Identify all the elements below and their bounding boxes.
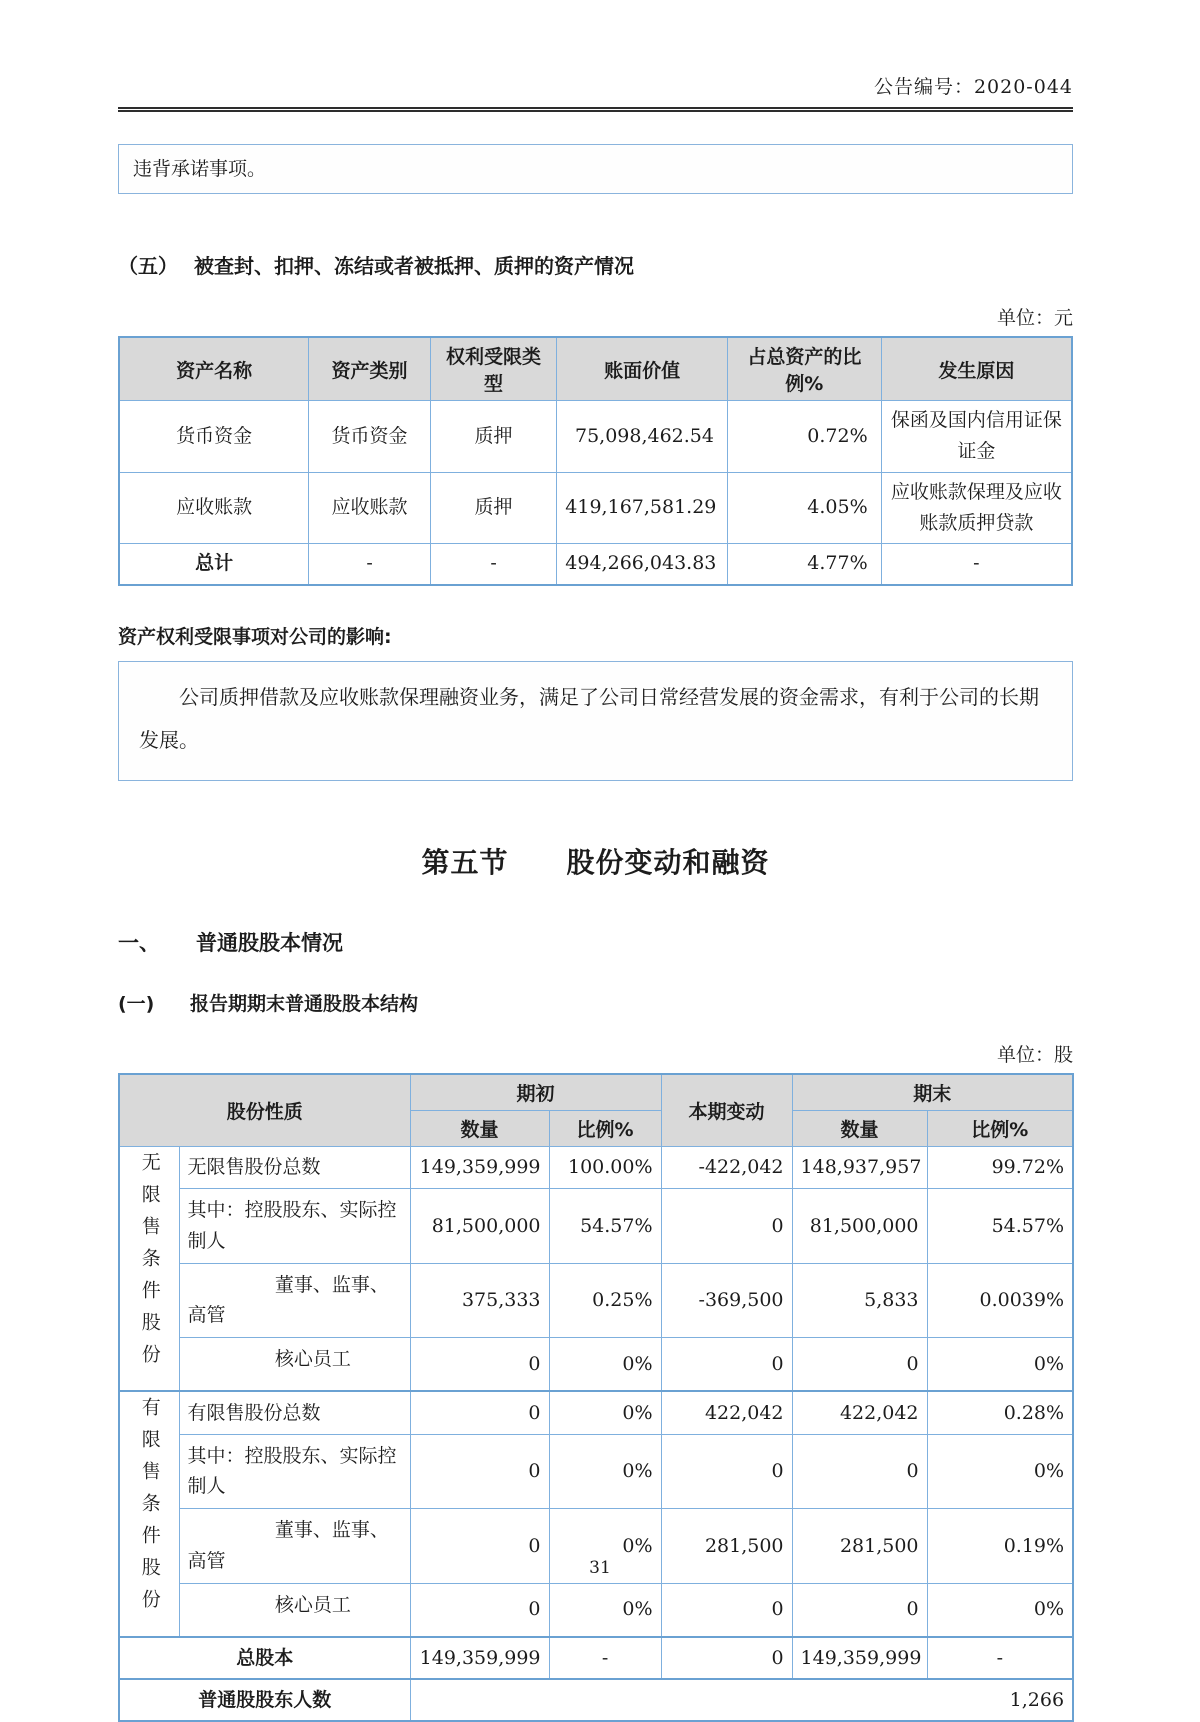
subsection1-title: 普通股股本情况: [196, 930, 343, 955]
col-beginning-pct: 比例%: [549, 1110, 661, 1146]
row-label: 有限售股份总数: [179, 1391, 410, 1434]
breach-statement-box: [118, 144, 1073, 194]
breach-statement-text: 违背承诺事项。: [133, 158, 267, 180]
col-reason: 发生原因: [881, 337, 1072, 401]
beginning-pct: 100.00%: [549, 1146, 661, 1188]
ending-pct: 0%: [927, 1338, 1073, 1391]
row-label: 无限售股份总数: [179, 1146, 410, 1188]
reason: 保函及国内信用证保证金: [881, 401, 1072, 473]
header-divider: [118, 107, 1073, 112]
right-type: 质押: [430, 472, 557, 544]
col-asset-category: 资产类别: [309, 337, 431, 401]
col-right-type: 权利受限类型: [430, 337, 557, 401]
group-label-unrestricted: 无限售条件股份: [119, 1146, 179, 1391]
ending-pct: 99.72%: [927, 1146, 1073, 1188]
period-change: 0: [661, 1338, 792, 1391]
asset-row-receivables: [119, 472, 1072, 544]
subsection1-1-heading: [118, 989, 1073, 1016]
ending-pct: 0.28%: [927, 1391, 1073, 1434]
asset-category: 货币资金: [309, 401, 431, 473]
subsection1-1-number: (一): [118, 992, 155, 1015]
beginning-qty: 0: [410, 1391, 549, 1434]
col-ending-qty: 数量: [792, 1110, 927, 1146]
ending-pct: -: [927, 1637, 1073, 1679]
col-ending-pct: 比例%: [927, 1110, 1073, 1146]
impact-statement-box: [118, 661, 1073, 781]
ending-pct: 54.57%: [927, 1189, 1073, 1264]
ending-qty: 5,833: [792, 1263, 927, 1338]
section5-heading: [118, 250, 1073, 279]
chapter-title: 第五节 股份变动和融资: [421, 845, 770, 879]
share-row-restricted-total: [119, 1391, 1073, 1434]
ending-qty: 0: [792, 1338, 927, 1391]
asset-total-row: [119, 544, 1072, 585]
share-row-restricted-core-staff: [119, 1583, 1073, 1636]
beginning-pct: 0.25%: [549, 1263, 661, 1338]
total-share-capital-label: 总股本: [119, 1637, 410, 1679]
shareholder-count-value: 1,266: [410, 1679, 1073, 1721]
beginning-pct: 0%: [549, 1583, 661, 1636]
period-change: 281,500: [661, 1509, 792, 1584]
period-change: -422,042: [661, 1146, 792, 1188]
ending-qty: 81,500,000: [792, 1189, 927, 1264]
book-value: 75,098,462.54: [557, 401, 728, 473]
asset-category: 应收账款: [309, 472, 431, 544]
row-label: 其中：控股股东、实际控制人: [179, 1434, 410, 1509]
col-ending: 期末: [792, 1074, 1073, 1111]
col-period-change: 本期变动: [661, 1074, 792, 1147]
share-total-row: [119, 1637, 1073, 1679]
pledged-assets-table: [118, 336, 1073, 586]
total-category: -: [309, 544, 431, 585]
total-right-type: -: [430, 544, 557, 585]
announcement-number: 公告编号：2020-044: [873, 76, 1073, 98]
shareholder-count-label: 普通股股东人数: [119, 1679, 410, 1721]
period-change: 422,042: [661, 1391, 792, 1434]
ending-qty: 281,500: [792, 1509, 927, 1584]
beginning-pct: 0%: [549, 1338, 661, 1391]
ending-qty: 0: [792, 1434, 927, 1509]
pct-of-assets: 4.05%: [728, 472, 882, 544]
page-number: 31: [589, 1558, 611, 1578]
col-beginning: 期初: [410, 1074, 661, 1111]
share-header-row1: [119, 1074, 1073, 1111]
impact-statement-text: 公司质押借款及应收账款保理融资业务，满足了公司日常经营发展的资金需求，有利于公司的长期发展。: [139, 684, 1039, 752]
col-beginning-qty: 数量: [410, 1110, 549, 1146]
beginning-pct: 0%: [549, 1434, 661, 1509]
beginning-qty: 0: [410, 1509, 549, 1584]
asset-table-header-row: [119, 337, 1072, 401]
subsection1-number: 一、: [118, 930, 160, 955]
book-value: 419,167,581.29: [557, 472, 728, 544]
beginning-pct: -: [549, 1637, 661, 1679]
beginning-qty: 0: [410, 1583, 549, 1636]
asset-name: 应收账款: [119, 472, 309, 544]
share-row-unrestricted-total: [119, 1146, 1073, 1188]
impact-heading: 资产权利受限事项对公司的影响:: [118, 625, 392, 648]
row-label: 核心员工: [179, 1583, 410, 1636]
subsection1-heading: [118, 927, 1073, 957]
unit-label-share: 单位：股: [996, 1043, 1073, 1066]
total-book-value: 494,266,043.83: [557, 544, 728, 585]
row-label: 董事、监事、高管: [179, 1509, 410, 1584]
row-label: 董事、监事、高管: [179, 1263, 410, 1338]
group-label-restricted: 有限售条件股份: [119, 1391, 179, 1636]
total-reason: -: [881, 544, 1072, 585]
pct-of-assets: 0.72%: [728, 401, 882, 473]
share-row-unrestricted-core-staff: [119, 1338, 1073, 1391]
share-row-unrestricted-controller: [119, 1189, 1073, 1264]
period-change: 0: [661, 1189, 792, 1264]
subsection1-1-title: 报告期期末普通股股本结构: [190, 992, 419, 1015]
ending-pct: 0.19%: [927, 1509, 1073, 1584]
ending-pct: 0.0039%: [927, 1263, 1073, 1338]
reason: 应收账款保理及应收账款质押贷款: [881, 472, 1072, 544]
unit-label-yuan: 单位：元: [996, 307, 1073, 329]
beginning-pct: 54.57%: [549, 1189, 661, 1264]
ending-qty: 422,042: [792, 1391, 927, 1434]
shareholder-count-row: [119, 1679, 1073, 1721]
ending-pct: 0%: [927, 1434, 1073, 1509]
beginning-pct: 0%: [549, 1509, 661, 1584]
share-row-restricted-controller: [119, 1434, 1073, 1509]
beginning-qty: 149,359,999: [410, 1146, 549, 1188]
beginning-qty: 149,359,999: [410, 1637, 549, 1679]
col-book-value: 账面价值: [557, 337, 728, 401]
beginning-qty: 0: [410, 1338, 549, 1391]
col-pct-of-assets: 占总资产的比例%: [728, 337, 882, 401]
col-share-nature: 股份性质: [119, 1074, 410, 1147]
total-label: 总计: [119, 544, 309, 585]
total-pct: 4.77%: [728, 544, 882, 585]
section5-number: （五）: [118, 254, 178, 278]
ending-qty: 149,359,999: [792, 1637, 927, 1679]
ending-qty: 0: [792, 1583, 927, 1636]
beginning-qty: 81,500,000: [410, 1189, 549, 1264]
row-label: 其中：控股股东、实际控制人: [179, 1189, 410, 1264]
beginning-qty: 375,333: [410, 1263, 549, 1338]
share-structure-table: [118, 1073, 1074, 1722]
beginning-qty: 0: [410, 1434, 549, 1509]
asset-name: 货币资金: [119, 401, 309, 473]
asset-row-monetary-funds: [119, 401, 1072, 473]
period-change: 0: [661, 1434, 792, 1509]
col-asset-name: 资产名称: [119, 337, 309, 401]
ending-pct: 0%: [927, 1583, 1073, 1636]
period-change: -369,500: [661, 1263, 792, 1338]
share-row-unrestricted-directors: [119, 1263, 1073, 1338]
period-change: 0: [661, 1583, 792, 1636]
section5-title: 被查封、扣押、冻结或者被抵押、质押的资产情况: [194, 254, 634, 278]
right-type: 质押: [430, 401, 557, 473]
ending-qty: 148,937,957: [792, 1146, 927, 1188]
beginning-pct: 0%: [549, 1391, 661, 1434]
period-change: 0: [661, 1637, 792, 1679]
row-label: 核心员工: [179, 1338, 410, 1391]
